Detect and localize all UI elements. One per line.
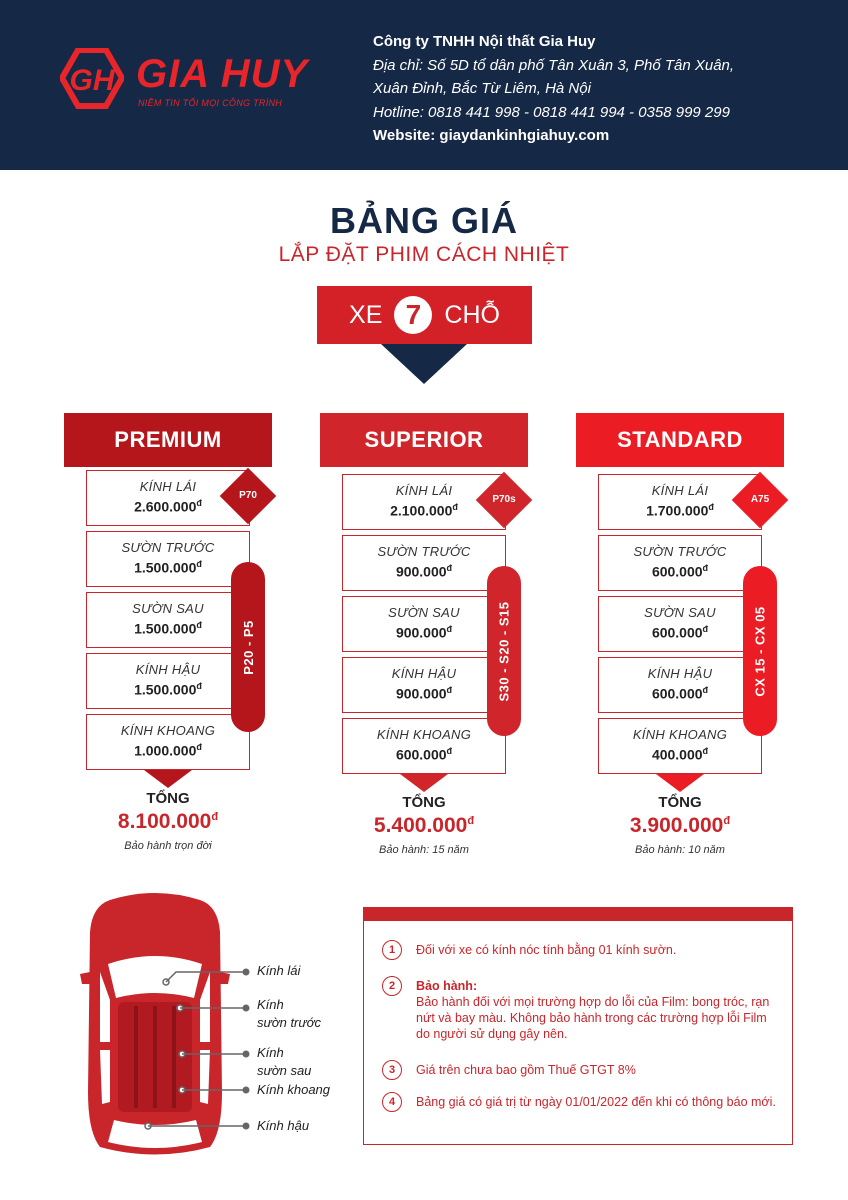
price-row xyxy=(598,718,762,774)
price-row-value-wrap xyxy=(599,563,761,580)
currency-symbol: đ xyxy=(702,624,709,634)
car-label-rear-side: Kính sườn sau xyxy=(257,1045,312,1078)
film-code-label: S30 - S20 - S15 xyxy=(496,601,512,701)
price-row-value: 1.000.000 xyxy=(134,742,197,759)
company-name: Công ty TNHH Nội thất Gia Huy xyxy=(373,33,596,50)
notes-header-bar xyxy=(363,907,793,921)
price-row xyxy=(86,714,250,770)
note-number: 3 xyxy=(382,1060,402,1080)
tier-heading: STANDARD xyxy=(576,413,784,467)
brand-name: GIA HUY xyxy=(136,52,309,96)
company-website[interactable]: Website: giaydankinhgiahuy.com xyxy=(373,127,610,144)
note-text-block xyxy=(416,978,776,1042)
price-row-value-wrap xyxy=(343,746,505,763)
price-row xyxy=(598,657,762,713)
price-row-value-wrap xyxy=(599,624,761,641)
brand-tagline: NIỀM TIN TỐI MỌI CÔNG TRÌNH xyxy=(138,98,283,108)
price-row-value: 2.600.000 xyxy=(134,498,197,515)
price-row-value: 600.000 xyxy=(651,624,703,641)
price-row xyxy=(342,535,506,591)
seat-suffix: CHỖ xyxy=(444,300,500,329)
currency-symbol: đ xyxy=(196,742,202,752)
price-row xyxy=(342,657,506,713)
page-subtitle: LẮP ĐẶT PHIM CÁCH NHIỆT xyxy=(278,243,570,266)
notes-box xyxy=(363,907,793,1145)
film-code-label: CX 15 - CX 05 xyxy=(752,605,768,697)
price-row-value-wrap xyxy=(87,742,249,759)
price-row-value: 900.000 xyxy=(395,563,447,580)
company-info xyxy=(373,30,734,148)
price-row xyxy=(86,531,250,587)
currency-symbol: đ xyxy=(446,685,453,695)
total-arrow xyxy=(144,770,192,788)
price-row xyxy=(342,596,506,652)
total-label: TỔNG xyxy=(402,794,446,811)
company-address-2: Xuân Đỉnh, Bắc Từ Liêm, Hà Nội xyxy=(373,80,591,97)
note-text: Giá trên chưa bao gồm Thuế GTGT 8% xyxy=(416,1063,636,1077)
film-code-pill xyxy=(487,566,521,736)
company-hotline: Hotline: 0818 441 998 - 0818 441 994 - 0358 999 299 xyxy=(373,103,730,121)
price-row-label: KÍNH HẬU xyxy=(647,666,713,681)
car-label-windshield: Kính lái xyxy=(257,963,301,978)
price-row xyxy=(342,718,506,774)
price-row-value: 1.700.000 xyxy=(646,502,709,519)
total-arrow xyxy=(656,774,704,792)
currency-symbol: đ xyxy=(708,502,714,512)
note-number: 1 xyxy=(382,940,402,960)
currency-symbol: đ xyxy=(702,685,709,695)
note-number: 2 xyxy=(382,976,402,996)
currency-symbol: đ xyxy=(446,746,453,756)
logo xyxy=(60,48,309,118)
price-row-label: SƯỜN TRƯỚC xyxy=(121,540,215,555)
seat-arrow xyxy=(381,344,467,384)
price-row-value: 600.000 xyxy=(651,685,703,702)
price-row-value: 1.500.000 xyxy=(134,681,197,698)
total-value: 5.400.000 xyxy=(373,814,468,837)
currency-symbol: đ xyxy=(702,563,709,573)
price-row-label: KÍNH LÁI xyxy=(395,483,453,498)
price-row xyxy=(86,592,250,648)
currency-symbol: đ xyxy=(723,815,731,827)
currency-symbol: đ xyxy=(196,498,202,508)
seat-number: 7 xyxy=(394,296,432,334)
warranty-text: Bảo hành: 15 năm xyxy=(379,844,469,856)
total-value-wrap xyxy=(576,814,784,838)
price-row-value-wrap xyxy=(343,624,505,641)
car-label-rear: Kính hậu xyxy=(257,1118,310,1133)
total-value: 8.100.000 xyxy=(117,810,212,833)
price-row-label: SƯỜN SAU xyxy=(388,605,460,620)
note-text: Đối với xe có kính nóc tính bằng 01 kính sườn. xyxy=(416,943,677,957)
currency-symbol: đ xyxy=(452,502,458,512)
total-arrow xyxy=(400,774,448,792)
car-label-front-side: Kính sườn trước xyxy=(257,997,321,1030)
note-number: 4 xyxy=(382,1092,402,1112)
price-row-value-wrap xyxy=(87,620,249,637)
price-row-label: SƯỜN TRƯỚC xyxy=(633,544,727,559)
tier-heading: SUPERIOR xyxy=(320,413,528,467)
price-row-value: 400.000 xyxy=(651,746,703,763)
price-row xyxy=(598,596,762,652)
price-row-label: SƯỜN SAU xyxy=(132,601,204,616)
currency-symbol: đ xyxy=(211,811,219,823)
warranty-text: Bảo hành trọn đời xyxy=(124,840,212,852)
tier-superior xyxy=(320,413,540,873)
price-row-value: 900.000 xyxy=(395,685,447,702)
total-label: TỔNG xyxy=(146,790,190,807)
currency-symbol: đ xyxy=(196,559,202,569)
price-row-value: 1.500.000 xyxy=(134,620,197,637)
currency-symbol: đ xyxy=(196,681,202,691)
currency-symbol: đ xyxy=(467,815,475,827)
film-badge-label: P70s xyxy=(492,494,516,505)
seat-badge xyxy=(317,286,532,344)
price-row-label: KÍNH KHOANG xyxy=(120,723,216,738)
film-code-label: P20 - P5 xyxy=(240,619,256,675)
header xyxy=(0,0,848,170)
note-heading: Bảo hành: xyxy=(416,979,478,993)
price-row-label: SƯỜN TRƯỚC xyxy=(377,544,471,559)
price-row-value-wrap xyxy=(343,685,505,702)
logo-mark-icon xyxy=(60,48,124,112)
price-row-label: KÍNH HẬU xyxy=(391,666,457,681)
price-row-value: 900.000 xyxy=(395,624,447,641)
company-address-1: Địa chỉ: Số 5D tổ dân phố Tân Xuân 3, Phố Tân Xuân, xyxy=(373,56,735,74)
price-row-label: KÍNH KHOANG xyxy=(376,727,472,742)
price-row-value: 2.100.000 xyxy=(390,502,453,519)
price-row-value: 1.500.000 xyxy=(134,559,197,576)
price-row-label: KÍNH LÁI xyxy=(139,479,197,494)
price-row xyxy=(598,535,762,591)
price-row xyxy=(86,653,250,709)
car-label-cabin: Kính khoang xyxy=(257,1082,331,1097)
tier-standard xyxy=(576,413,796,873)
price-row-label: KÍNH HẬU xyxy=(135,662,201,677)
currency-symbol: đ xyxy=(196,620,202,630)
total-value: 3.900.000 xyxy=(629,814,724,837)
price-row-label: SƯỜN SAU xyxy=(644,605,716,620)
car-top-view-icon xyxy=(70,892,370,1162)
tier-premium xyxy=(64,413,284,873)
car-diagram xyxy=(70,892,370,1167)
film-code-pill xyxy=(743,566,777,736)
film-code-pill xyxy=(231,562,265,732)
price-row-value-wrap xyxy=(87,681,249,698)
currency-symbol: đ xyxy=(446,563,453,573)
price-row-label: KÍNH LÁI xyxy=(651,483,709,498)
currency-symbol: đ xyxy=(702,746,709,756)
price-row-value-wrap xyxy=(599,685,761,702)
tier-heading: PREMIUM xyxy=(64,413,272,467)
total-value-wrap xyxy=(64,810,272,834)
price-row-value: 600.000 xyxy=(651,563,703,580)
price-row-value-wrap xyxy=(343,563,505,580)
note-text: Bảng giá có giá trị từ ngày 01/01/2022 đến khi có thông báo mới. xyxy=(416,1095,776,1109)
price-row-value-wrap xyxy=(599,746,761,763)
svg-text:GH: GH xyxy=(69,64,115,97)
price-row-value: 600.000 xyxy=(395,746,447,763)
total-value-wrap xyxy=(320,814,528,838)
warranty-text: Bảo hành: 10 năm xyxy=(635,844,725,856)
film-badge-label: P70 xyxy=(239,490,257,501)
film-badge-label: A75 xyxy=(750,494,770,505)
price-row-value-wrap xyxy=(87,559,249,576)
seat-prefix: XE xyxy=(349,300,383,329)
currency-symbol: đ xyxy=(446,624,453,634)
note-text: Bảo hành đối với mọi trường hợp do lỗi của Film: bong tróc, rạn nứt và bay màu. Không bảo hành trong các trường hợp lỗi Film do người sử dụng gây nên. xyxy=(416,995,770,1041)
page-title: BẢNG GIÁ xyxy=(330,200,518,241)
total-label: TỔNG xyxy=(658,794,702,811)
price-row-label: KÍNH KHOANG xyxy=(632,727,728,742)
